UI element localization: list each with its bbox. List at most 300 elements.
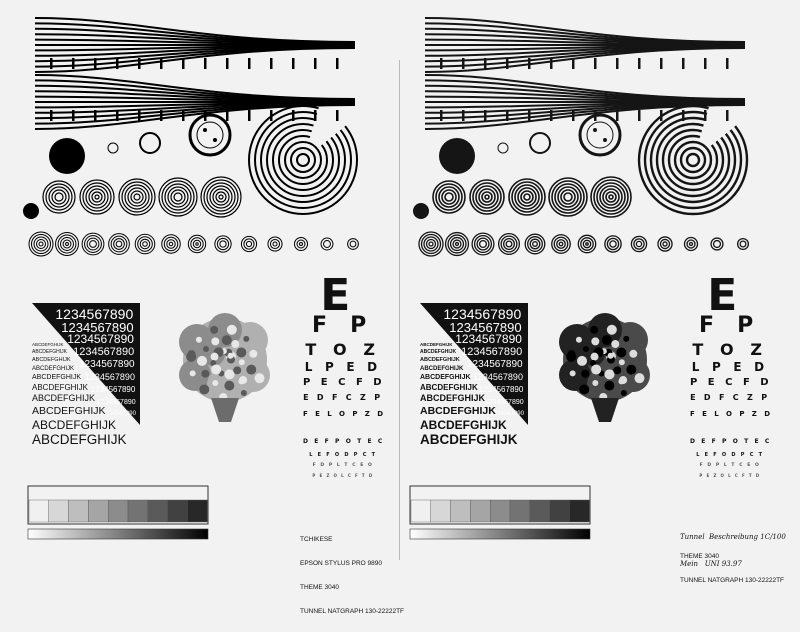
tick-mark xyxy=(314,58,317,69)
small-target-ring xyxy=(472,233,494,255)
ring xyxy=(140,133,160,153)
small-target-ring xyxy=(37,240,46,249)
target-ring xyxy=(43,181,75,213)
gray-step xyxy=(148,500,168,522)
gray-step xyxy=(411,500,431,522)
eye-chart-row: F E L O P Z D xyxy=(690,410,773,418)
tick-mark xyxy=(50,110,53,121)
bouquet-petal xyxy=(233,366,241,374)
alphabet-row: ABCDEFGHIJK xyxy=(420,356,460,363)
small-target-ring xyxy=(663,242,667,246)
right-test-sheet xyxy=(400,0,800,584)
gray-step xyxy=(510,500,530,522)
bouquet-petal xyxy=(566,352,576,362)
bouquet-petal xyxy=(239,359,245,365)
tick-mark xyxy=(292,58,295,69)
tick-mark xyxy=(462,58,465,69)
small-target-ring xyxy=(477,238,489,250)
small-target-ring xyxy=(295,238,308,251)
spiral-ring xyxy=(249,106,357,214)
bouquet-petal xyxy=(231,340,239,348)
eye-chart-row: T O Z xyxy=(305,340,381,359)
eye-chart-row: E xyxy=(320,270,366,321)
alphabet-row: ABCDEFGHIJK xyxy=(32,349,68,355)
alphabet-row: ABCDEFGHIJK xyxy=(32,356,71,363)
small-target-ring xyxy=(586,243,588,245)
target-ring xyxy=(171,190,185,204)
tick-mark xyxy=(248,58,251,69)
tick-mark xyxy=(550,110,553,121)
small-target-ring xyxy=(191,238,203,250)
tick-mark xyxy=(528,110,531,121)
target-ring xyxy=(594,180,628,214)
small-target-ring xyxy=(429,242,433,246)
eye-chart-row: P E Z O L C F T D xyxy=(312,473,374,478)
tick-mark xyxy=(160,110,163,121)
gray-step xyxy=(187,500,207,522)
info-line: TCHIKESE xyxy=(300,536,333,543)
numbers-row: 1234567890 xyxy=(461,345,523,358)
numbers-row: 1234567890 xyxy=(55,306,134,322)
small-target-ring xyxy=(427,240,436,249)
target-ring xyxy=(46,184,72,210)
solid-dot xyxy=(439,138,475,174)
dot xyxy=(203,128,207,132)
target-ring xyxy=(433,181,465,213)
target-ring xyxy=(473,183,501,211)
bouquet-petal xyxy=(228,353,234,359)
target-ring xyxy=(80,180,114,214)
spiral-ring xyxy=(645,112,741,208)
tick-mark xyxy=(682,58,685,69)
alphabet-row: ABCDEFGHIJK xyxy=(32,432,127,447)
small-target-ring xyxy=(321,238,333,250)
bouquet-petal xyxy=(611,340,619,348)
gradient-bar xyxy=(410,529,590,539)
tick-mark xyxy=(572,110,575,121)
eye-chart-row: E D F C Z P xyxy=(303,393,383,402)
small-target-ring xyxy=(348,239,359,250)
target-ring xyxy=(165,184,191,210)
gray-step xyxy=(69,500,89,522)
small-target-ring xyxy=(297,240,305,248)
target-ring xyxy=(436,184,462,210)
small-target-ring xyxy=(660,239,669,248)
numbers-row: 1234567890 xyxy=(90,385,136,394)
spiral-ring xyxy=(291,148,315,172)
print-info-label xyxy=(300,520,404,632)
tick-mark xyxy=(138,58,141,69)
tick-mark xyxy=(704,58,707,69)
tick-mark xyxy=(72,58,75,69)
small-target-ring xyxy=(87,238,99,250)
ring xyxy=(108,143,118,153)
small-target-ring xyxy=(610,241,616,247)
bouquet-petal xyxy=(224,381,234,391)
tick-mark xyxy=(726,58,729,69)
small-target-ring xyxy=(530,239,540,249)
spiral-ring xyxy=(297,154,309,166)
bouquet-petal xyxy=(186,352,196,362)
tick-mark xyxy=(138,110,141,121)
alphabet-row: ABCDEFGHIJK xyxy=(32,417,117,432)
bouquet-stems xyxy=(591,398,619,422)
target-ring xyxy=(485,195,489,199)
tick-mark xyxy=(270,58,273,69)
bouquet-petal xyxy=(212,380,218,386)
bouquet-petal xyxy=(591,365,601,375)
eye-chart-row: E D F C Z P xyxy=(690,393,770,402)
spiral-ring xyxy=(279,136,327,184)
target-ring xyxy=(95,195,99,199)
target-ring xyxy=(216,192,226,202)
small-target-ring xyxy=(244,239,254,249)
small-target-ring xyxy=(217,238,228,249)
ring xyxy=(498,143,508,153)
spiral-ring xyxy=(663,130,723,190)
tick-mark xyxy=(248,110,251,121)
numbers-row: 1234567890 xyxy=(490,411,524,417)
tick-mark xyxy=(440,110,443,121)
target-ring xyxy=(162,181,194,213)
bouquet-petal xyxy=(246,365,256,375)
info-line: TUNNEL NATGRAPH 130-22222TF xyxy=(680,577,785,584)
tick-mark xyxy=(616,110,619,121)
bouquet-stems xyxy=(211,398,239,422)
bouquet-petal xyxy=(201,370,209,378)
target-ring xyxy=(512,182,542,212)
small-target-ring xyxy=(273,242,277,246)
small-target-ring xyxy=(419,232,443,256)
target-dot xyxy=(23,203,39,219)
numbers-row: 1234567890 xyxy=(467,359,523,370)
target-ring xyxy=(122,182,152,212)
bouquet-petal xyxy=(577,356,587,366)
eye-chart-row: E xyxy=(707,270,753,321)
bouquet-petal xyxy=(243,336,249,342)
bouquet-petal xyxy=(227,325,237,335)
gray-step xyxy=(168,500,188,522)
tick-mark xyxy=(550,58,553,69)
spiral-ring xyxy=(255,112,351,208)
bouquet-petal xyxy=(604,381,614,391)
gray-step xyxy=(530,500,550,522)
tick-mark xyxy=(116,110,119,121)
tick-mark xyxy=(660,58,663,69)
bouquet-petal xyxy=(570,370,576,376)
target-ring xyxy=(131,191,143,203)
bouquet-petal xyxy=(224,369,234,379)
bouquet-petal xyxy=(613,366,621,374)
small-target-ring xyxy=(636,241,641,246)
small-target-ring xyxy=(559,242,563,246)
bouquet-petal xyxy=(579,384,589,394)
bouquet-petal xyxy=(623,336,629,342)
spiral-ring xyxy=(273,130,333,190)
alphabet-row: ABCDEFGHIJK xyxy=(32,365,75,372)
bouquet-petal xyxy=(197,356,207,366)
ring xyxy=(197,122,223,148)
eye-chart-row: F P xyxy=(312,313,374,338)
target-ring xyxy=(213,189,229,205)
dot xyxy=(603,138,607,142)
bouquet-petal xyxy=(626,365,636,375)
tick-mark xyxy=(72,110,75,121)
gray-step xyxy=(128,500,148,522)
gray-step xyxy=(569,500,589,522)
info-line: EPSON STYLUS PRO 9890 xyxy=(300,560,383,567)
eye-chart-row: P E Z O L C F T D xyxy=(699,473,761,478)
gray-step xyxy=(490,500,510,522)
alphabet-row: ABCDEFGHIJK xyxy=(32,393,96,403)
gray-step xyxy=(88,500,108,522)
small-target-ring xyxy=(90,241,97,248)
tick-mark xyxy=(336,58,339,69)
alphabet-row: ABCDEFGHIJK xyxy=(420,374,471,381)
dot xyxy=(593,128,597,132)
bouquet-petal xyxy=(196,337,202,343)
numbers-row: 1234567890 xyxy=(484,398,524,406)
target-ring xyxy=(470,180,504,214)
small-target-ring xyxy=(456,243,459,246)
small-target-ring xyxy=(116,241,122,247)
bouquet-petal xyxy=(604,369,614,379)
solid-dot xyxy=(49,138,85,174)
gray-step xyxy=(550,500,570,522)
alphabet-row: ABCDEFGHIJK xyxy=(420,404,496,417)
tick-mark xyxy=(160,58,163,69)
bouquet-petal xyxy=(607,325,617,335)
numbers-row: 1234567890 xyxy=(478,385,524,394)
tick-mark xyxy=(572,58,575,69)
bouquet-petal xyxy=(619,376,627,384)
small-target-ring xyxy=(140,239,150,249)
eye-chart-row: L P E D xyxy=(304,360,382,374)
target-ring xyxy=(442,190,456,204)
gray-step xyxy=(108,500,128,522)
tick-mark xyxy=(94,110,97,121)
tick-mark xyxy=(462,110,465,121)
small-target-ring xyxy=(453,240,461,248)
alphabet-row: ABCDEFGHIJK xyxy=(420,432,518,447)
bouquet-petal xyxy=(239,376,247,384)
numbers-row: 1234567890 xyxy=(443,306,522,322)
small-target-ring xyxy=(56,233,79,256)
small-target-ring xyxy=(66,243,69,246)
small-target-ring xyxy=(63,240,71,248)
target-ring xyxy=(552,181,584,213)
alphabet-row: ABCDEFGHIJK xyxy=(32,382,89,392)
bouquet-petal xyxy=(222,337,228,343)
bouquet-petal xyxy=(592,380,598,386)
print-info-label xyxy=(680,537,784,601)
numbers-row: 1234567890 xyxy=(102,411,136,417)
eye-chart-row: L P E D xyxy=(691,360,769,374)
spiral-ring xyxy=(639,106,747,214)
small-target-ring xyxy=(143,242,148,247)
target-ring xyxy=(482,192,492,202)
gray-step xyxy=(451,500,471,522)
handwritten-line: Mein UNI 93.97 xyxy=(680,560,742,568)
small-target-ring xyxy=(740,241,746,247)
eye-chart-row: F P xyxy=(699,313,761,338)
small-target-ring xyxy=(350,241,356,247)
tick-mark xyxy=(226,58,229,69)
eye-chart-row: P E C F D xyxy=(690,377,773,388)
target-ring xyxy=(564,193,572,201)
small-target-ring xyxy=(193,240,200,247)
small-target-ring xyxy=(687,240,695,248)
tick-mark xyxy=(226,110,229,121)
tick-mark xyxy=(204,58,207,69)
bouquet-petal xyxy=(621,390,627,396)
bouquet-petal xyxy=(616,347,626,357)
alphabet-row: ABCDEFGHIJK xyxy=(420,342,453,347)
small-target-ring xyxy=(300,243,303,246)
alphabet-row: ABCDEFGHIJK xyxy=(420,382,478,392)
bouquet-petal xyxy=(255,373,265,383)
bouquet-petal xyxy=(211,353,219,361)
target-ring xyxy=(606,192,616,202)
eye-chart-row: L E F O D P C T xyxy=(696,452,764,458)
numbers-row: 1234567890 xyxy=(67,332,134,346)
small-target-ring xyxy=(167,240,176,249)
alphabet-row: ABCDEFGHIJK xyxy=(420,365,464,372)
left-test-sheet xyxy=(0,0,405,615)
tick-mark xyxy=(506,110,509,121)
gradient-bar xyxy=(28,529,208,539)
small-target-ring xyxy=(557,240,566,249)
numbers-row: 1234567890 xyxy=(61,319,134,335)
small-target-ring xyxy=(506,241,512,247)
tick-mark xyxy=(484,58,487,69)
tick-mark xyxy=(440,58,443,69)
eye-chart-row: P E C F D xyxy=(303,377,386,388)
eye-chart-row: T O Z xyxy=(692,340,768,359)
bouquet-petal xyxy=(249,350,257,358)
spiral-ring xyxy=(687,154,699,166)
small-target-ring xyxy=(220,241,226,247)
tick-mark xyxy=(182,58,185,69)
bouquet-petal xyxy=(576,337,582,343)
numbers-row: 1234567890 xyxy=(79,359,135,370)
numbers-row: 1234567890 xyxy=(73,345,135,358)
spiral-ring xyxy=(267,124,339,196)
numbers-row: 1234567890 xyxy=(455,332,522,346)
small-target-ring xyxy=(607,238,618,249)
bouquet-petal xyxy=(608,353,614,359)
bouquet-petal xyxy=(199,384,209,394)
target-ring xyxy=(174,193,182,201)
small-target-ring xyxy=(738,239,749,250)
target-ring xyxy=(134,194,140,200)
small-target-ring xyxy=(61,238,74,251)
small-target-ring xyxy=(196,243,198,245)
eye-chart-row: F D P L T C E O xyxy=(699,463,761,468)
small-target-ring xyxy=(270,239,279,248)
target-ring xyxy=(55,193,63,201)
small-target-ring xyxy=(504,239,515,250)
target-ring xyxy=(207,183,235,211)
small-target-ring xyxy=(634,239,644,249)
tick-mark xyxy=(50,58,53,69)
info-line: TUNNEL NATGRAPH 130-22222TF xyxy=(300,608,405,615)
bouquet-petal xyxy=(210,326,218,334)
small-target-ring xyxy=(246,241,251,246)
small-target-ring xyxy=(446,233,469,256)
small-target-ring xyxy=(109,234,130,255)
small-target-ring xyxy=(690,243,693,246)
numbers-row: 1234567890 xyxy=(472,371,523,382)
target-ring xyxy=(597,183,625,211)
tick-mark xyxy=(94,58,97,69)
bouquet-petal xyxy=(591,337,599,345)
tick-mark xyxy=(484,110,487,121)
tick-mark xyxy=(638,110,641,121)
target-ring xyxy=(204,180,238,214)
target-ring xyxy=(445,193,453,201)
bouquet-petal xyxy=(211,365,221,375)
small-target-ring xyxy=(711,238,723,250)
info-line: THEME 3040 xyxy=(300,584,340,591)
small-target-ring xyxy=(583,240,590,247)
eye-chart-row: D E F P O T E C xyxy=(303,438,385,445)
small-target-ring xyxy=(29,232,53,256)
bouquet-petal xyxy=(591,353,599,361)
bouquet-petal xyxy=(236,347,246,357)
gray-step xyxy=(470,500,490,522)
bouquet-petal xyxy=(203,346,209,352)
tick-mark xyxy=(336,110,339,121)
bouquet-petal xyxy=(619,359,625,365)
target-ring xyxy=(219,195,223,199)
gray-step xyxy=(29,500,49,522)
small-target-ring xyxy=(480,241,487,248)
tick-mark xyxy=(528,58,531,69)
ring xyxy=(190,115,230,155)
bouquet-petal xyxy=(629,350,637,358)
numbers-row: 1234567890 xyxy=(84,371,135,382)
target-ring xyxy=(561,190,575,204)
target-ring xyxy=(521,191,533,203)
small-target-ring xyxy=(324,241,331,248)
small-target-ring xyxy=(114,239,125,250)
eye-chart-row: L E F O D P C T xyxy=(309,452,377,458)
tick-mark xyxy=(638,58,641,69)
target-dot xyxy=(413,203,429,219)
handwritten-line: Tunnel Beschreibung 1C/100 xyxy=(680,533,786,541)
target-ring xyxy=(609,195,613,199)
bouquet-petal xyxy=(211,337,219,345)
tick-mark xyxy=(506,58,509,69)
bouquet-petal xyxy=(635,373,645,383)
info-line: THEME 3040 xyxy=(680,553,720,560)
alphabet-row: ABCDEFGHIJK xyxy=(420,417,507,432)
bouquet-petal xyxy=(602,337,608,343)
target-ring xyxy=(52,190,66,204)
target-ring xyxy=(555,184,581,210)
spiral-ring xyxy=(681,148,705,172)
bouquet-petal xyxy=(590,326,598,334)
tick-mark xyxy=(182,110,185,121)
bouquet-petal xyxy=(581,370,589,378)
small-target-ring xyxy=(82,233,104,255)
tick-mark xyxy=(726,110,729,121)
bouquet-petal xyxy=(241,390,247,396)
tick-mark xyxy=(616,58,619,69)
bouquet-petal xyxy=(190,370,196,376)
ring xyxy=(587,122,613,148)
